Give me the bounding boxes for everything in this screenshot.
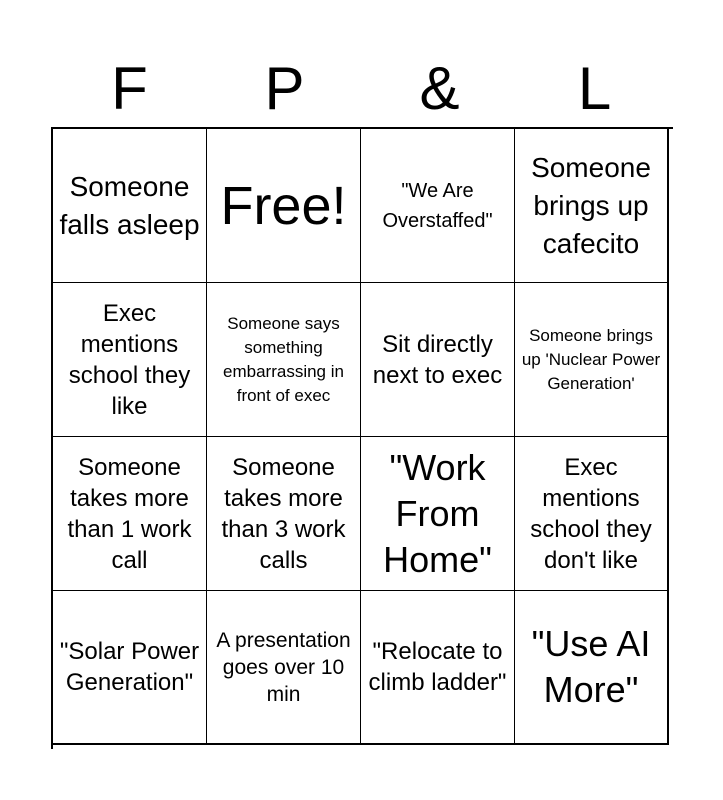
free-space-cell[interactable] bbox=[207, 129, 361, 283]
bingo-cell[interactable] bbox=[53, 591, 207, 745]
header-letter-l: L bbox=[577, 55, 612, 122]
bingo-cell-text: Someone takes more than 1 work call bbox=[67, 453, 192, 574]
bingo-cell-text: Someone brings up cafecito bbox=[531, 151, 651, 259]
bingo-cell-text: Someone takes more than 3 work calls bbox=[221, 453, 346, 574]
bingo-cell-text: A presentation goes over 10 min bbox=[216, 628, 351, 706]
bingo-cell-text: "Solar Power Generation" bbox=[59, 638, 200, 696]
bingo-cell-text: "Work From Home" bbox=[383, 446, 492, 580]
bingo-header bbox=[52, 50, 672, 128]
bingo-grid bbox=[51, 127, 673, 749]
header-letter-f: F bbox=[111, 55, 148, 122]
bingo-cell[interactable] bbox=[361, 129, 515, 283]
bingo-cell[interactable] bbox=[515, 129, 669, 283]
bingo-cell-text: "We Are Overstaffed" bbox=[382, 179, 493, 232]
bingo-cell-text: Exec mentions school they like bbox=[68, 299, 191, 420]
bingo-cell[interactable] bbox=[515, 283, 669, 437]
bingo-cell[interactable] bbox=[207, 437, 361, 591]
header-letter-p: P bbox=[264, 55, 305, 122]
bingo-cell-text: Someone falls asleep bbox=[59, 170, 200, 240]
bingo-cell-text: Someone says something embarrassing in front of exec bbox=[223, 313, 344, 405]
bingo-cell-text: "Relocate to climb ladder" bbox=[368, 638, 507, 696]
bingo-cell[interactable] bbox=[361, 283, 515, 437]
bingo-cell[interactable] bbox=[53, 283, 207, 437]
bingo-cell-text: Sit directly next to exec bbox=[372, 330, 503, 389]
bingo-cell-text: Free! bbox=[220, 175, 347, 236]
bingo-cell[interactable] bbox=[515, 437, 669, 591]
bingo-cell-text: Someone brings up 'Nuclear Power Generation' bbox=[521, 325, 661, 393]
bingo-cell[interactable] bbox=[361, 437, 515, 591]
bingo-cell-text: "Use AI More" bbox=[531, 623, 651, 710]
bingo-cell[interactable] bbox=[53, 129, 207, 283]
header-letter-ampersand: & bbox=[419, 55, 460, 122]
bingo-cell[interactable] bbox=[53, 437, 207, 591]
bingo-cell[interactable] bbox=[207, 591, 361, 745]
bingo-cell[interactable] bbox=[207, 283, 361, 437]
bingo-cell[interactable] bbox=[361, 591, 515, 745]
bingo-cell[interactable] bbox=[515, 591, 669, 745]
bingo-cell-text: Exec mentions school they don't like bbox=[530, 453, 652, 574]
